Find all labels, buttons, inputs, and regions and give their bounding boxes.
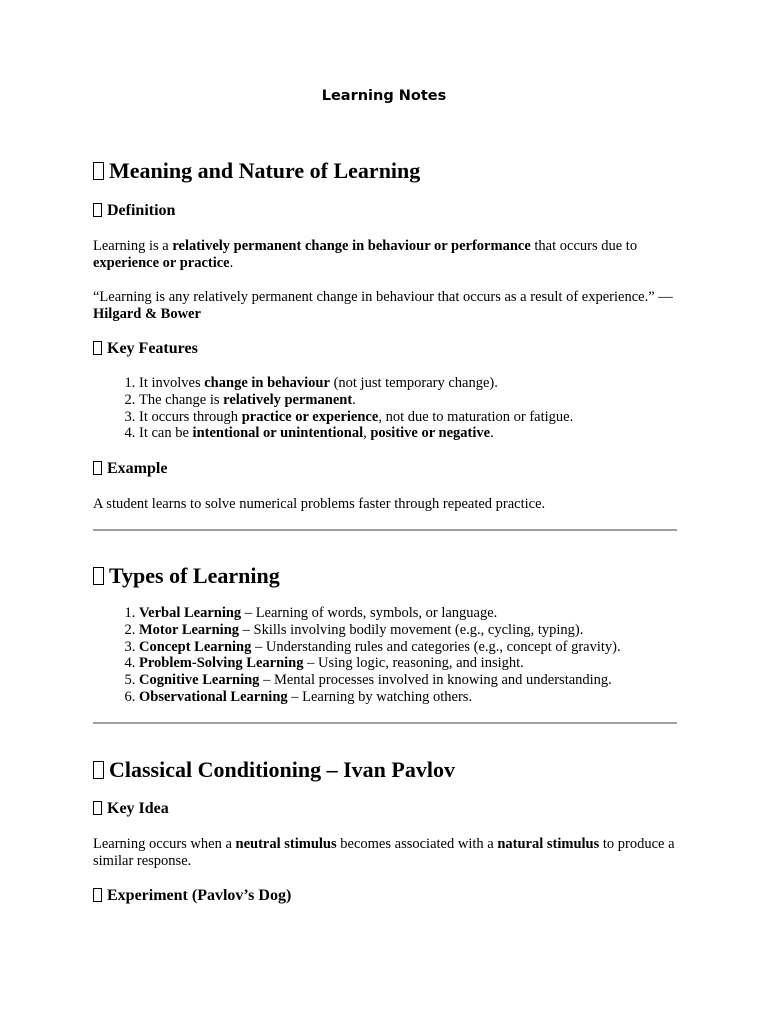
missing-glyph-icon	[93, 461, 102, 475]
subheading-key-idea: Key Idea	[93, 799, 169, 819]
example-paragraph: A student learns to solve numerical problems faster through repeated practice.	[93, 496, 546, 512]
list-item: 4. It can be intentional or unintentional, positive or negative.	[139, 425, 677, 442]
missing-glyph-icon	[93, 203, 102, 217]
missing-glyph-icon	[93, 801, 102, 815]
missing-glyph-icon	[93, 761, 104, 779]
missing-glyph-icon	[93, 888, 102, 902]
section-heading-classical-conditioning: Classical Conditioning – Ivan Pavlov	[93, 757, 455, 783]
missing-glyph-icon	[93, 341, 102, 355]
definition-quote: “Learning is any relatively permanent change in behaviour that occurs as a result of experience.” — Hilgard & Bower	[93, 289, 673, 322]
list-item: 2. The change is relatively permanent.	[139, 392, 677, 409]
missing-glyph-icon	[93, 567, 104, 585]
list-item: 5. Cognitive Learning – Mental processes involved in knowing and understanding.	[139, 672, 677, 689]
list-item: 4. Problem-Solving Learning – Using logic, reasoning, and insight.	[139, 655, 677, 672]
key-features-list	[93, 375, 677, 442]
subheading-example: Example	[93, 459, 167, 479]
list-item: 2. Motor Learning – Skills involving bodily movement (e.g., cycling, typing).	[139, 622, 677, 639]
types-of-learning-list	[93, 605, 677, 706]
list-item: 3. Concept Learning – Understanding rules and categories (e.g., concept of gravity).	[139, 639, 677, 656]
missing-glyph-icon	[93, 162, 104, 180]
document-title: Learning Notes	[321, 88, 447, 104]
subheading-experiment: Experiment (Pavlov’s Dog)	[93, 886, 291, 906]
list-item: 6. Observational Learning – Learning by watching others.	[139, 689, 677, 706]
section-heading-meaning: Meaning and Nature of Learning	[93, 158, 420, 184]
key-idea-paragraph: Learning occurs when a neutral stimulus becomes associated with a natural stimulus to produce a similar response.	[93, 836, 675, 869]
section-heading-types: Types of Learning	[93, 563, 280, 589]
list-item: 3. It occurs through practice or experience, not due to maturation or fatigue.	[139, 409, 677, 426]
definition-paragraph: Learning is a relatively permanent change in behaviour or performance that occurs due to experience or practice.	[93, 238, 638, 271]
list-item: 1. It involves change in behaviour (not just temporary change).	[139, 375, 677, 392]
subheading-definition: Definition	[93, 201, 175, 221]
list-item: 1. Verbal Learning – Learning of words, symbols, or language.	[139, 605, 677, 622]
subheading-key-features: Key Features	[93, 339, 198, 359]
section-divider	[93, 722, 677, 724]
section-divider	[93, 529, 677, 531]
